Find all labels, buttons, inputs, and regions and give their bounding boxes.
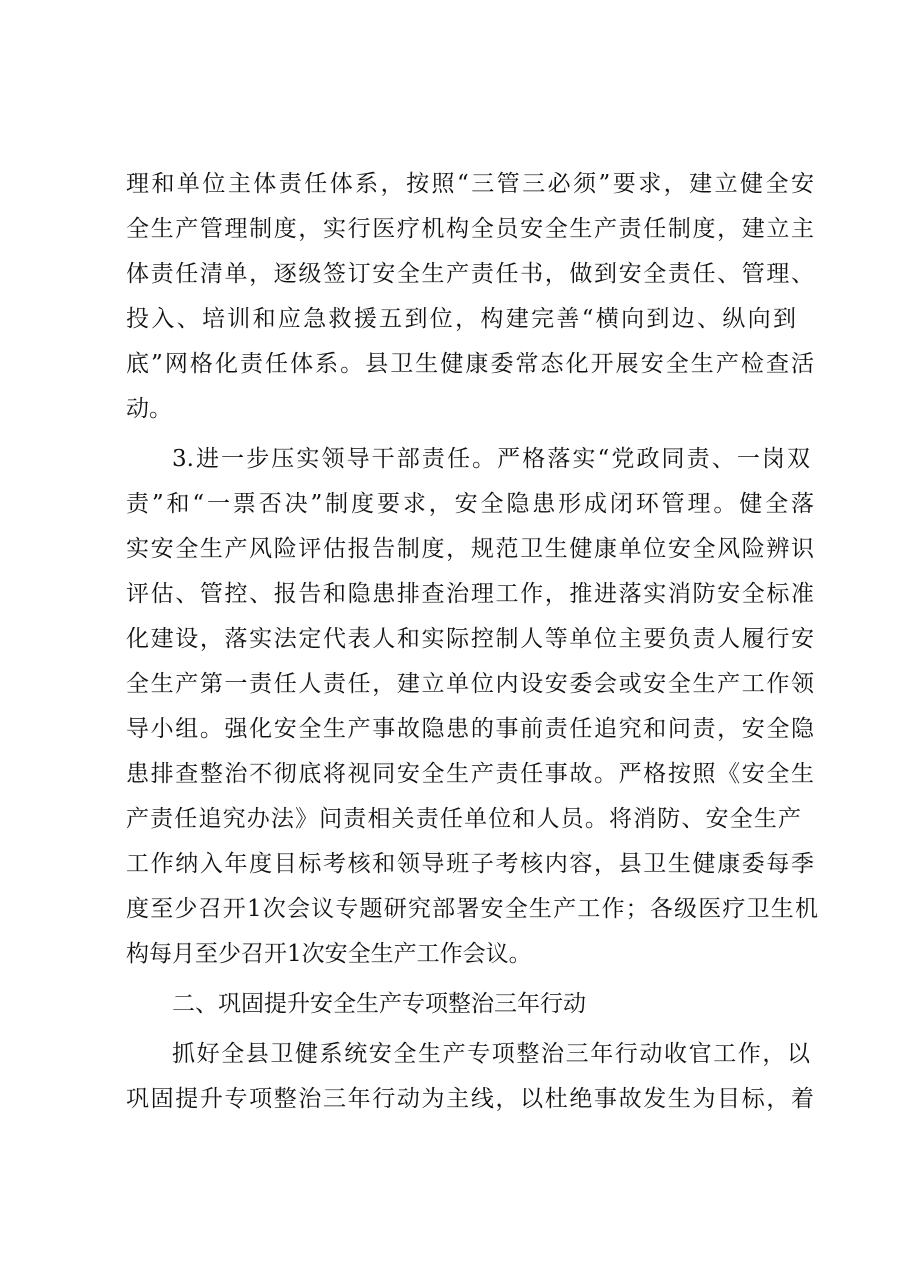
text-line: 底”网格化责任体系。县卫生健康委常态化开展安全生产检查活 — [126, 351, 814, 377]
text-line: 责”和“一票否决”制度要求，安全隐患形成闭环管理。健全落 — [126, 491, 814, 517]
text-line: 化建设，落实法定代表人和实际控制人等单位主要负责人履行安 — [126, 626, 814, 652]
text-line: 3.进一步压实领导干部责任。严格落实“党政同责、一岗双 — [172, 446, 810, 472]
text-line: 评估、管控、报告和隐患排查治理工作，推进落实消防安全标准 — [126, 581, 814, 607]
text-line: 产责任追究办法》问责相关责任单位和人员。将消防、安全生产 — [126, 806, 801, 832]
text-line: 理和单位主体责任体系，按照“三管三必须”要求，建立健全安 — [126, 171, 814, 197]
text-line: 工作纳入年度目标考核和领导班子考核内容，县卫生健康委每季 — [126, 851, 814, 877]
text-line: 导小组。强化安全生产事故隐患的事前责任追究和问责，安全隐 — [126, 716, 814, 742]
text-line: 度至少召开1次会议专题研究部署安全生产工作；各级医疗卫生机 — [126, 896, 818, 922]
text-line: 抓好全县卫健系统安全生产专项整治三年行动收官工作，以 — [172, 1041, 810, 1067]
text-line: 巩固提升专项整治三年行动为主线，以杜绝事故发生为目标，着 — [126, 1086, 814, 1112]
text-line: 构每月至少召开1次安全生产工作会议。 — [126, 941, 532, 967]
text-line: 全生产第一责任人责任，建立单位内设安委会或安全生产工作领 — [126, 671, 814, 697]
section-heading: 二、巩固提升安全生产专项整治三年行动 — [172, 991, 586, 1017]
text-line: 投入、培训和应急救援五到位，构建完善“横向到边、纵向到 — [126, 306, 796, 332]
text-line: 实安全生产风险评估报告制度，规范卫生健康单位安全风险辨识 — [126, 536, 814, 562]
text-line: 患排查整治不彻底将视同安全生产责任事故。严格按照《安全生 — [126, 761, 814, 787]
text-line: 体责任清单，逐级签订安全生产责任书，做到安全责任、管理、 — [126, 261, 814, 287]
text-line: 动。 — [126, 396, 172, 422]
text-line: 全生产管理制度，实行医疗机构全员安全生产责任制度，建立主 — [126, 216, 814, 242]
